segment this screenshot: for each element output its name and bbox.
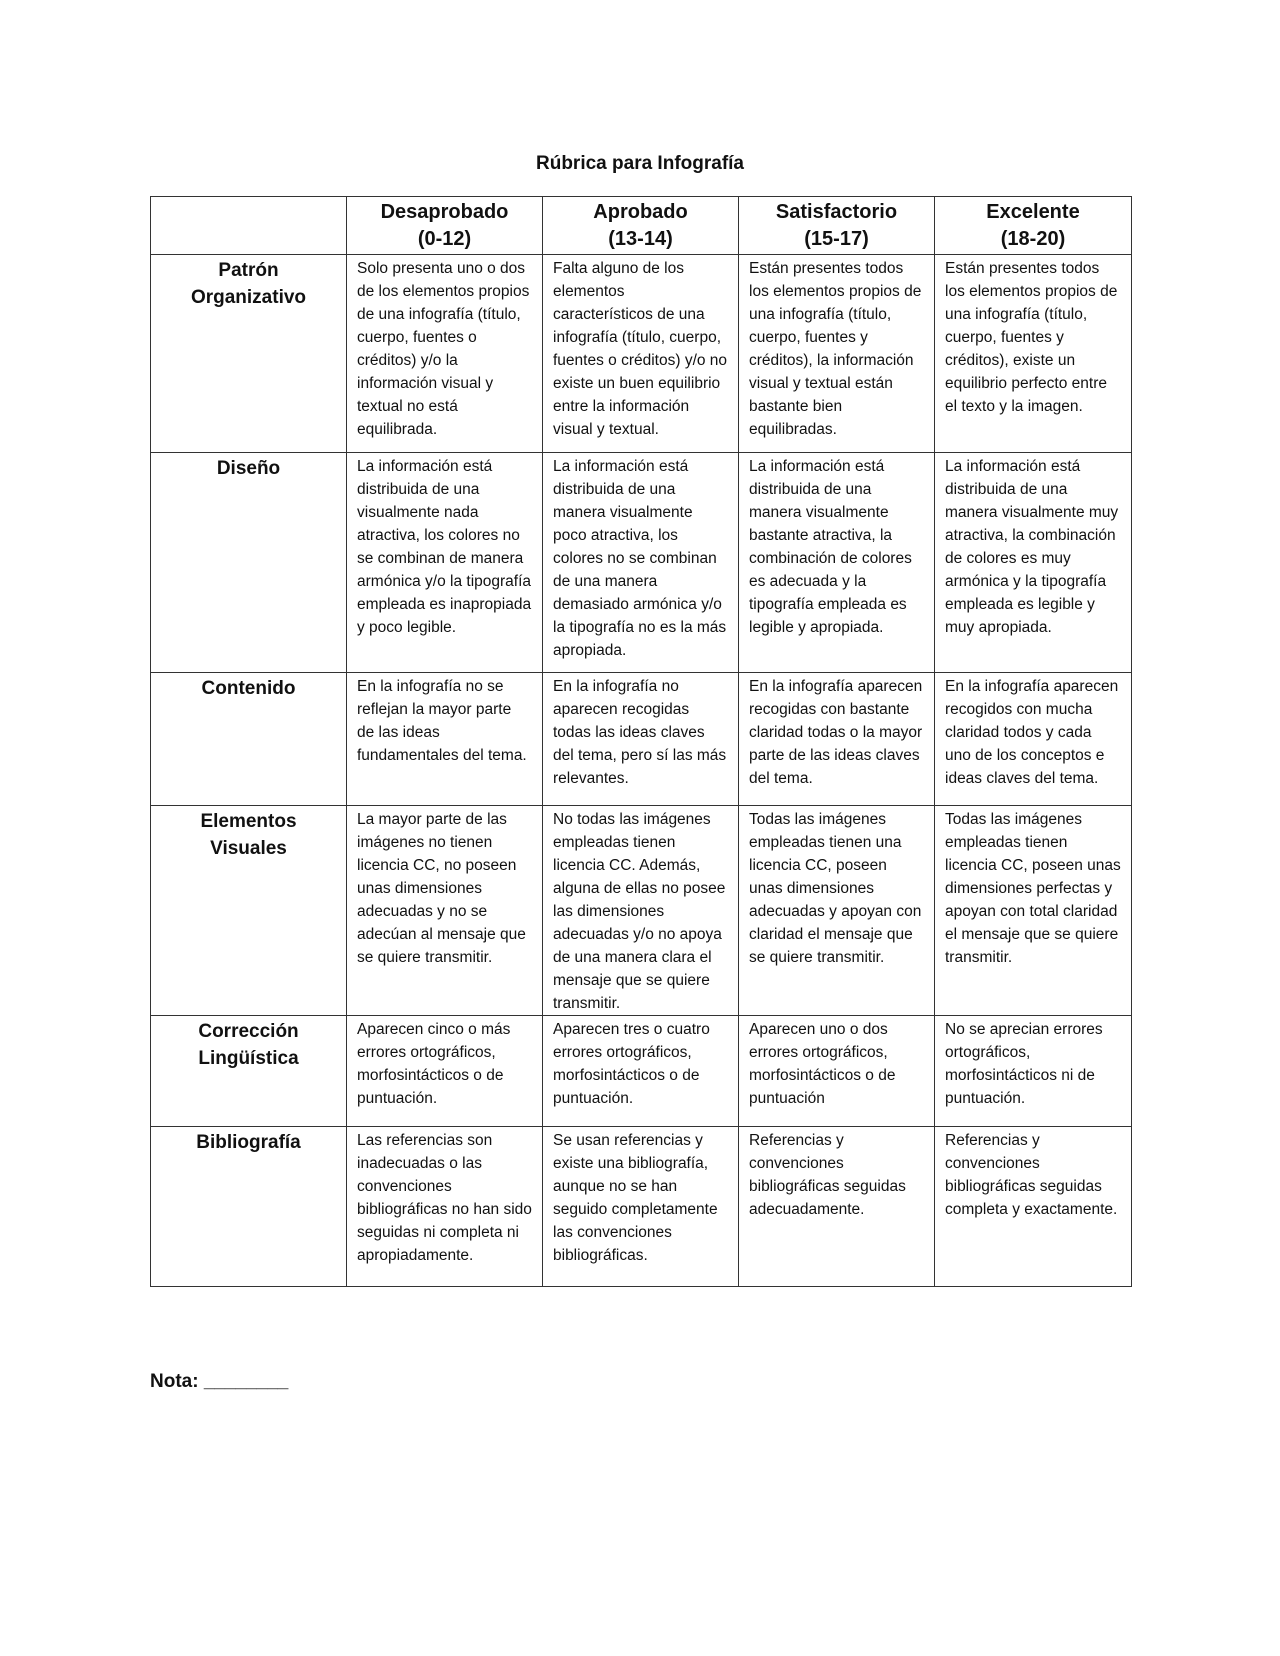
- column-header-desaprobado: [347, 197, 543, 255]
- rubric-cell: Las referencias son inadecuadas o las convenciones bibliográficas no han sido seguidas ni completa ni apropiadamente.: [347, 1127, 543, 1287]
- column-range: (0-12): [417, 228, 472, 250]
- rubric-cell: Están presentes todos los elementos propios de una infografía (título, cuerpo, fuentes y créditos), existe un equilibrio perfecto entre el texto y la imagen.: [935, 255, 1132, 453]
- rubric-cell: Solo presenta uno o dos de los elementos propios de una infografía (título, cuerpo, fuentes o créditos) y/o la información visual y textual no está equilibrada.: [347, 255, 543, 453]
- rubric-cell: Todas las imágenes empleadas tienen licencia CC, poseen unas dimensiones perfectas y apoyan con total claridad el mensaje que se quiere transmitir.: [935, 806, 1132, 1016]
- rubric-cell: La información está distribuida de una manera visualmente muy atractiva, la combinación de colores es muy armónica y la tipografía empleada es legible y muy apropiada.: [935, 453, 1132, 673]
- criterion-label: Bibliografía: [151, 1127, 347, 1287]
- rubric-cell: Referencias y convenciones bibliográficas seguidas completa y exactamente.: [935, 1127, 1132, 1287]
- rubric-cell: En la infografía no aparecen recogidas todas las ideas claves del tema, pero sí las más relevantes.: [543, 673, 739, 806]
- rubric-cell: Aparecen uno o dos errores ortográficos, morfosintácticos o de puntuación: [739, 1016, 935, 1127]
- rubric-cell: Referencias y convenciones bibliográficas seguidas adecuadamente.: [739, 1127, 935, 1287]
- rubric-cell: Falta alguno de los elementos característicos de una infografía (título, cuerpo, fuentes o créditos) y/o no existe un buen equilibrio entre la información visual y textual.: [543, 255, 739, 453]
- criterion-label: Contenido: [151, 673, 347, 806]
- column-header-satisfactorio: [739, 197, 935, 255]
- column-header-aprobado: [543, 197, 739, 255]
- rubric-cell: La mayor parte de las imágenes no tienen licencia CC, no poseen unas dimensiones adecuadas y no se adecúan al mensaje que se quiere transmitir.: [347, 806, 543, 1016]
- column-range: (18-20): [1000, 228, 1066, 250]
- rubric-cell: Aparecen cinco o más errores ortográficos, morfosintácticos o de puntuación.: [347, 1016, 543, 1127]
- table-row-correccion-linguistica: [151, 1016, 1132, 1127]
- rubric-cell: La información está distribuida de una manera visualmente bastante atractiva, la combinación de colores es adecuada y la tipografía empleada es legible y apropiada.: [739, 453, 935, 673]
- criterion-label: Elementos Visuales: [151, 806, 347, 1016]
- table-row-contenido: [151, 673, 1132, 806]
- grade-line: Nota: ________: [150, 1371, 289, 1392]
- column-header-excelente: [935, 197, 1132, 255]
- rubric-table: [150, 196, 1132, 1287]
- criterion-label: Patrón Organizativo: [151, 255, 347, 453]
- page-title: Rúbrica para Infografía: [536, 153, 744, 174]
- rubric-cell: Todas las imágenes empleadas tienen una licencia CC, poseen unas dimensiones adecuadas y apoyan con claridad el mensaje que se quiere transmitir.: [739, 806, 935, 1016]
- corner-cell: [151, 197, 347, 255]
- criterion-label: Corrección Lingüística: [151, 1016, 347, 1127]
- rubric-cell: Se usan referencias y existe una bibliografía, aunque no se han seguido completamente las convenciones bibliográficas.: [543, 1127, 739, 1287]
- column-label: Desaprobado: [380, 201, 509, 223]
- rubric-cell: Están presentes todos los elementos propios de una infografía (título, cuerpo, fuentes y créditos), la información visual y textual están bastante bien equilibradas.: [739, 255, 935, 453]
- table-row-elementos-visuales: [151, 806, 1132, 1016]
- header-row: [151, 197, 1132, 255]
- rubric-cell: En la infografía aparecen recogidos con mucha claridad todos y cada uno de los conceptos e ideas claves del tema.: [935, 673, 1132, 806]
- table-row-bibliografia: [151, 1127, 1132, 1287]
- rubric-cell: Aparecen tres o cuatro errores ortográficos, morfosintácticos o de puntuación.: [543, 1016, 739, 1127]
- table-row-diseno: [151, 453, 1132, 673]
- rubric-cell: En la infografía aparecen recogidas con bastante claridad todas o la mayor parte de las ideas claves del tema.: [739, 673, 935, 806]
- rubric-cell: No todas las imágenes empleadas tienen licencia CC. Además, alguna de ellas no posee las dimensiones adecuadas y/o no apoya de una manera clara el mensaje que se quiere transmitir.: [543, 806, 739, 1016]
- column-label: Satisfactorio: [775, 201, 898, 223]
- table-row-patron-organizativo: [151, 255, 1132, 453]
- criterion-label: Diseño: [151, 453, 347, 673]
- column-label: Excelente: [986, 201, 1080, 223]
- rubric-cell: En la infografía no se reflejan la mayor parte de las ideas fundamentales del tema.: [347, 673, 543, 806]
- column-range: (13-14): [608, 228, 673, 250]
- column-range: (15-17): [804, 228, 869, 250]
- rubric-cell: La información está distribuida de una visualmente nada atractiva, los colores no se combinan de manera armónica y/o la tipografía empleada es inapropiada y poco legible.: [347, 453, 543, 673]
- column-label: Aprobado: [593, 201, 688, 223]
- rubric-cell: No se aprecian errores ortográficos, morfosintácticos ni de puntuación.: [935, 1016, 1132, 1127]
- rubric-cell: La información está distribuida de una manera visualmente poco atractiva, los colores no se combinan de una manera demasiado armónica y/o la tipografía no es la más apropiada.: [543, 453, 739, 673]
